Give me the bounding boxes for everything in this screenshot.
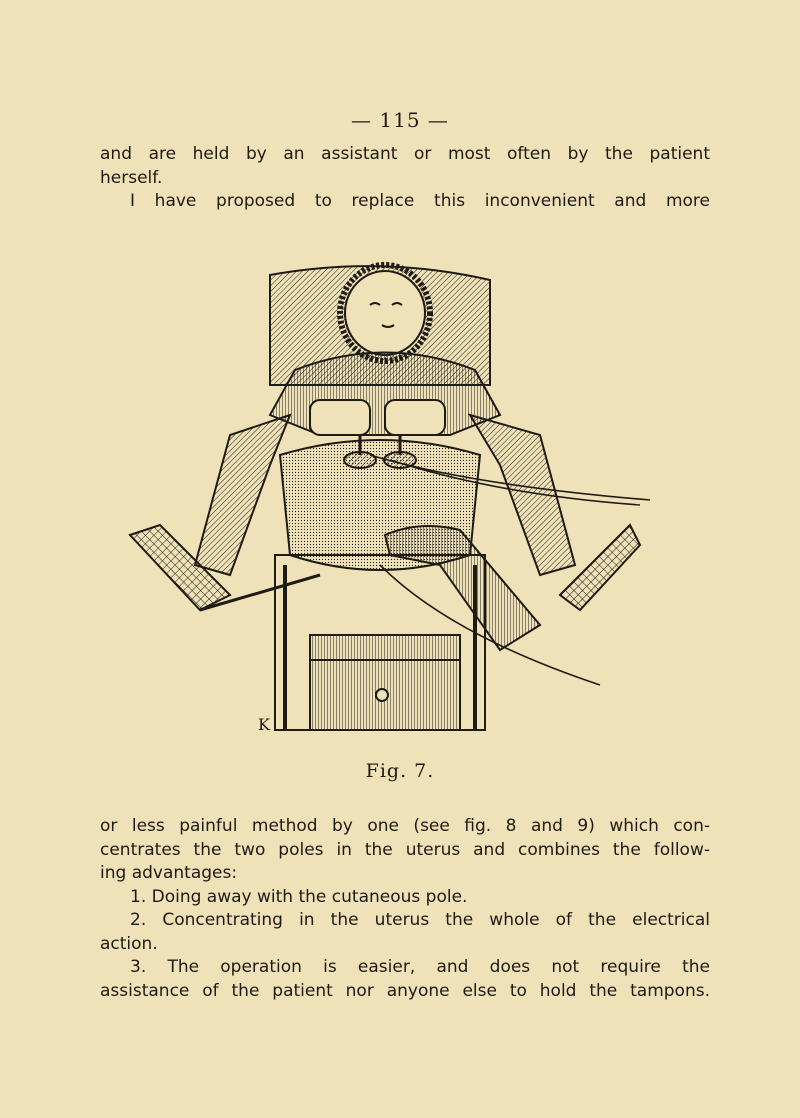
- page-number: — 115 —: [351, 108, 449, 132]
- list-item: 2. Concentrating in the uterus the whole of the electrical: [130, 910, 710, 930]
- left-leg: [195, 415, 290, 575]
- body-paragraph: [100, 815, 710, 1003]
- engraver-signature: K: [258, 715, 270, 734]
- text-line: and are held by an assistant or most often by the patient: [100, 144, 710, 164]
- list-item: 3. The operation is easier, and does not require the: [130, 957, 710, 977]
- figure-illustration: [120, 255, 660, 745]
- text-line: or less painful method by one (see fig. 8 and 9) which con-: [100, 816, 710, 836]
- figure-caption: Fig. 7.: [365, 760, 435, 782]
- text-line: action.: [100, 933, 158, 954]
- text-line: assistance of the patient nor anyone else to hold the tampons.: [100, 980, 710, 1001]
- doctor-arm: [385, 526, 540, 650]
- text-line: ing advantages:: [100, 863, 238, 883]
- text-line: centrates the two poles in the uterus and combines the follow-: [100, 839, 710, 860]
- right-leg: [470, 415, 575, 575]
- list-item: 1. Doing away with the cutaneous pole.: [130, 886, 468, 907]
- right-footrest: [560, 525, 640, 610]
- text-line: herself.: [100, 167, 163, 188]
- top-paragraph: [100, 143, 710, 214]
- patient-head: [345, 271, 425, 355]
- text-line: I have proposed to replace this inconvenient and more: [130, 191, 710, 211]
